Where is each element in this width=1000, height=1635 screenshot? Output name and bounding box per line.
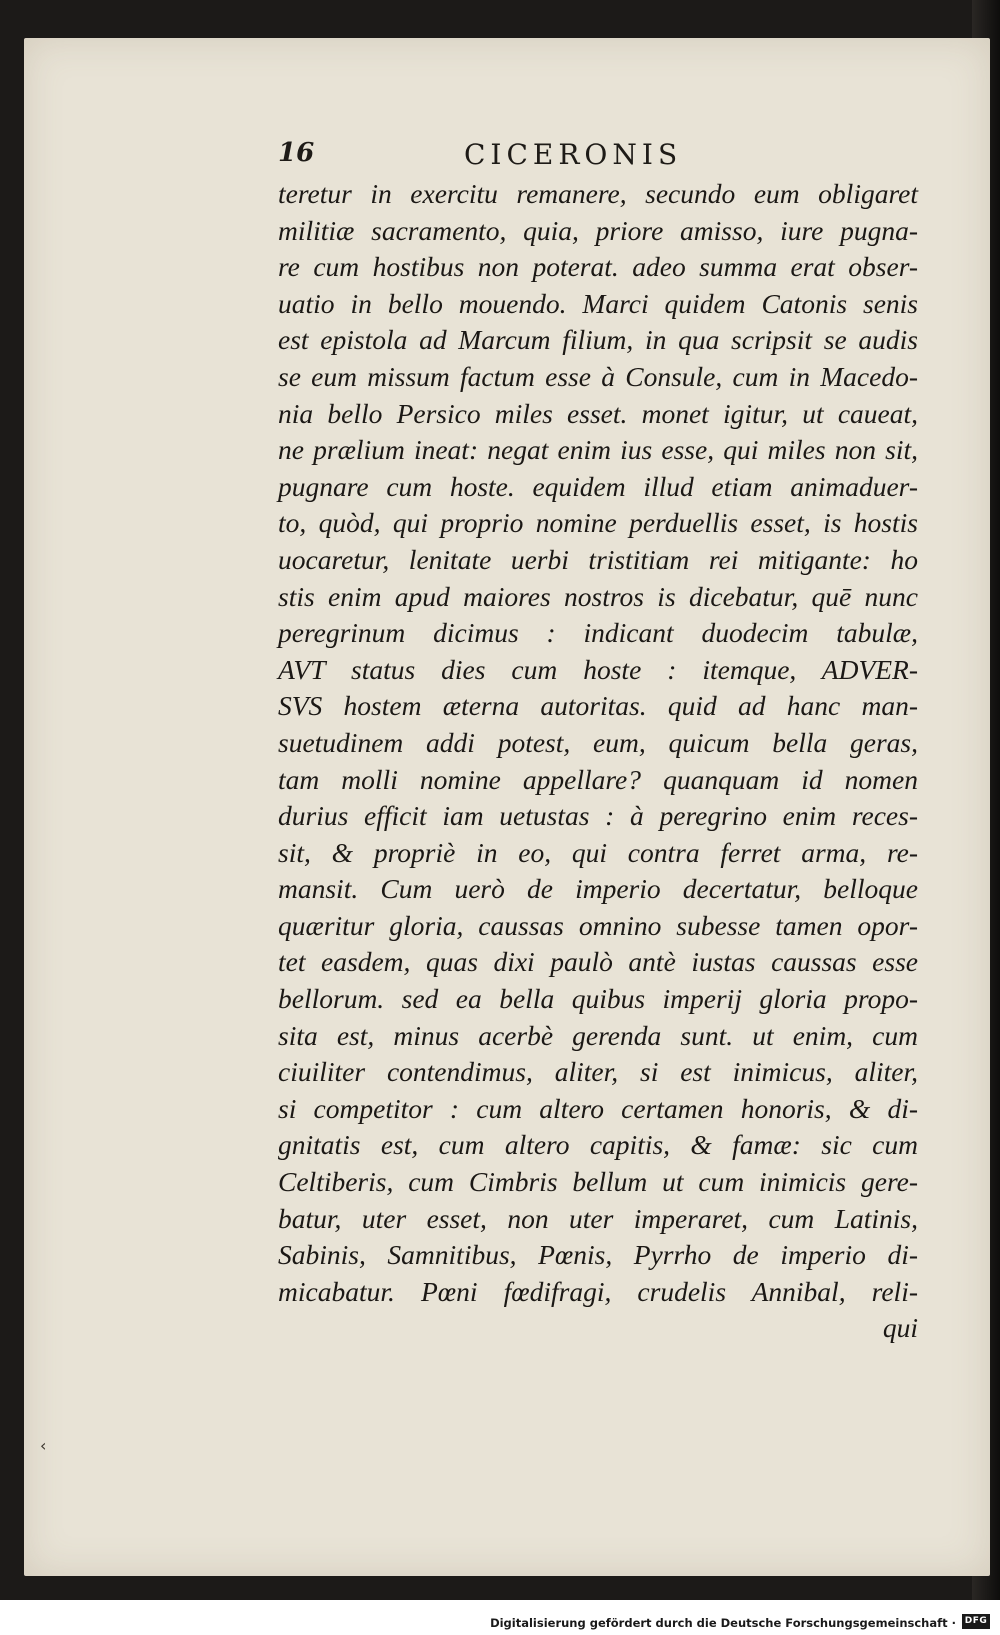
funding-credit: Digitalisierung gefördert durch die Deutsche Forschungsgemeinschaft ·	[490, 1616, 956, 1630]
digitization-footer	[0, 1600, 1000, 1635]
text-line: teretur in exercitu remanere, secundo eum obligaret	[278, 178, 918, 209]
text-line: Sabinis, Samnitibus, Pœnis, Pyrrho de imperio di-	[278, 1239, 918, 1271]
margin-mark: ‹	[40, 1436, 47, 1455]
text-line: bellorum. sed ea bella quibus imperij gloria propo-	[278, 983, 918, 1015]
text-line: se eum missum factum esse à Consule, cum in Macedo-	[278, 360, 918, 392]
text-line: tam molli nomine appellare? quanquam id nomen	[278, 763, 918, 795]
text-line: batur, uter esset, non uter imperaret, cum Latinis,	[278, 1202, 918, 1234]
text-line: gnitatis est, cum altero capitis, & famæ: sic cum	[278, 1129, 918, 1161]
running-head: CICERONIS	[464, 138, 683, 171]
text-line: mansit. Cum uerò de imperio decertatur, belloque	[278, 873, 918, 905]
text-line: to, quòd, qui proprio nomine perduellis esset, is hostis	[278, 507, 918, 539]
text-line: nia bello Persico miles esset. monet igitur, ut caueat,	[278, 397, 918, 429]
text-line: ne prælium ineat: negat enim ius esse, qui miles non sit,	[278, 434, 918, 466]
text-line: uatio in bello mouendo. Marci quidem Catonis senis	[278, 287, 918, 319]
dfg-logo-icon: DFG	[962, 1614, 990, 1629]
text-line: stis enim apud maiores nostros is dicebatur, quē nunc	[278, 580, 918, 612]
text-line: militiæ sacramento, quia, priore amisso, iure pugna-	[278, 214, 918, 246]
text-line: ciuiliter contendimus, aliter, si est inimicus, aliter,	[278, 1056, 918, 1088]
text-line: sit, & propriè in eo, qui contra ferret arma, re-	[278, 836, 918, 868]
text-line: re cum hostibus non poterat. adeo summa erat obser-	[278, 251, 918, 283]
text-line: durius efficit iam uetustas : à peregrino enim reces-	[278, 800, 918, 832]
text-line: pugnare cum hoste. equidem illud etiam animaduer-	[278, 470, 918, 502]
page-number: 16	[278, 138, 315, 168]
text-line: peregrinum dicimus : indicant duodecim tabulæ,	[278, 617, 918, 649]
text-line: SVS hostem æterna autoritas. quid ad hanc man-	[278, 690, 918, 722]
text-line: Celtiberis, cum Cimbris bellum ut cum inimicis gere-	[278, 1166, 918, 1198]
page-header	[278, 138, 748, 178]
catchword: qui	[882, 1312, 918, 1344]
text-line: quæritur gloria, caussas omnino subesse tamen opor-	[278, 909, 918, 941]
text-line: si competitor : cum altero certamen honoris, & di-	[278, 1092, 918, 1124]
body-text	[278, 176, 918, 1347]
text-line: micabatur. Pœni fœdifragi, crudelis Annibal, reli-	[278, 1275, 918, 1307]
text-line: suetudinem addi potest, eum, quicum bella geras,	[278, 726, 918, 758]
text-line: est epistola ad Marcum filium, in qua scripsit se audis	[278, 324, 918, 356]
text-line: tet easdem, quas dixi paulò antè iustas caussas esse	[278, 946, 918, 978]
text-line: AVT status dies cum hoste : itemque, ADVER-	[278, 653, 918, 685]
text-line: sita est, minus acerbè gerenda sunt. ut enim, cum	[278, 1019, 918, 1051]
text-line: uocaretur, lenitate uerbi tristitiam rei mitigante: ho	[278, 543, 918, 575]
